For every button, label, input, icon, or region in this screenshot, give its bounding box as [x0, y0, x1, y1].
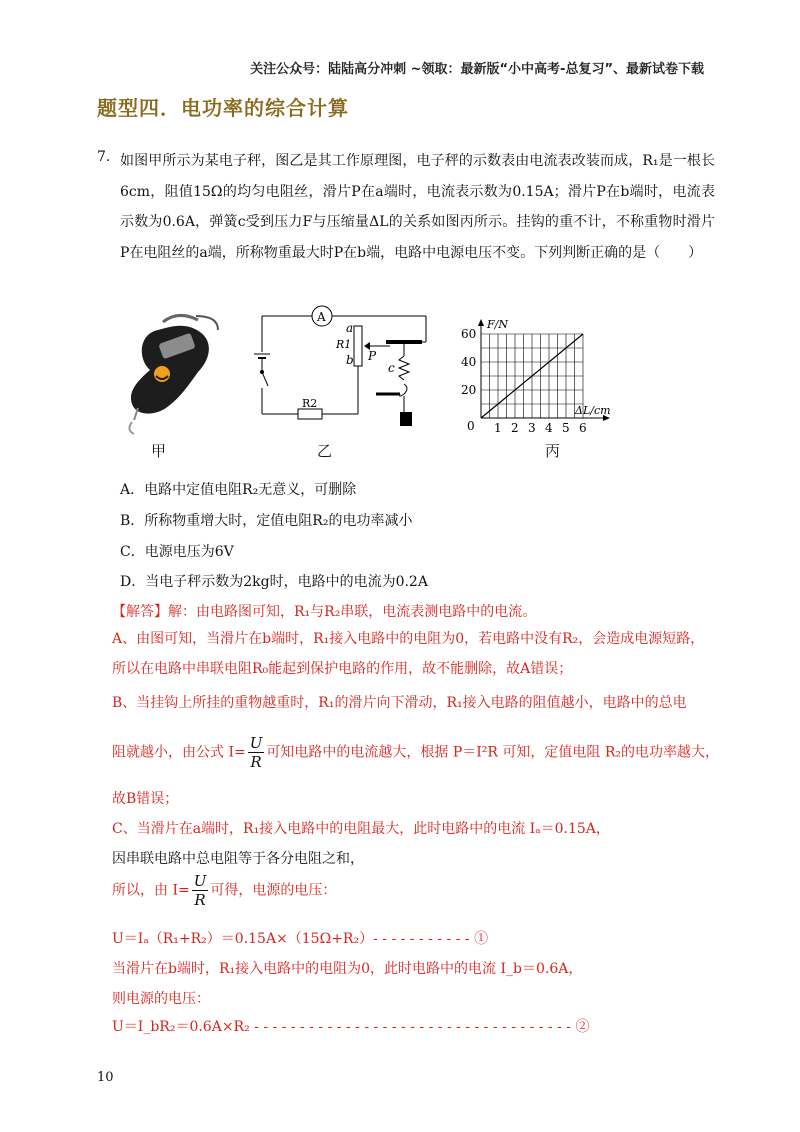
x-tick-label: 4	[545, 421, 553, 435]
answer-line-11: 则电源的电压：	[112, 991, 210, 1007]
answer-tag: 【解答】	[112, 604, 168, 620]
x-tick-label: 3	[528, 421, 536, 435]
answer-line-5: 故B错误；	[112, 791, 179, 807]
p-label: P	[368, 349, 377, 363]
answer-line-4	[112, 734, 719, 771]
scale-figure	[118, 312, 238, 442]
y-axis-label: F/N	[487, 318, 508, 331]
option-b: B．所称物重增大时，定值电阻R₂的电功率减小	[120, 513, 413, 529]
y-tick-label: 20	[461, 383, 477, 397]
header-note: 关注公众号：陆陆高分冲刺 ~领取：最新版“小中高考-总复习”、最新试卷下载	[250, 62, 704, 77]
force-graph-svg	[455, 310, 645, 440]
frac-denominator: R	[250, 753, 262, 771]
section-title: 题型四．电功率的综合计算	[97, 96, 349, 120]
question-stem: 如图甲所示为某电子秤，图乙是其工作原理图，电子秤的示数表由电流表改装而成，R₁是一根长6cm，阻值15Ω的均匀电阻丝，滑片P在a端时，电流表示数为0.15A；滑片P在b端时，电流表示数为0.6A，弹簧c受到压力F与压缩量ΔL的关系如图丙所示。挂钩的重不计，不称重物时滑片P在电阻丝的a端，所称物重最大时P在b端，电路中电源电压不变。下列判断正确的是（ ）	[120, 153, 715, 261]
answer-line-8	[112, 872, 336, 909]
fraction-u-r	[248, 734, 265, 771]
label-jia: 甲	[151, 442, 167, 460]
y-tick-label: 60	[461, 327, 477, 341]
answer-line-1	[112, 601, 536, 621]
x-tick-label: 6	[579, 421, 587, 435]
answer-l8a: 所以，由 I=	[112, 882, 190, 899]
b-label: b	[346, 353, 354, 367]
answer-line-12: U＝I_bR₂＝0.6A×R₂ - - - - - - - - - - - - - - - - - - - - - - - - - - - - - - - - - - - ②	[112, 1019, 590, 1035]
option-d: D．当电子秤示数为2kg时，电路中的电流为0.2A	[120, 574, 428, 590]
frac-numerator: U	[249, 734, 263, 752]
label-bing: 丙	[545, 442, 561, 460]
answer-line-7: 因串联电路中总电阻等于各分电阻之和，	[112, 851, 364, 867]
x-tick-label: 1	[494, 421, 502, 435]
a-label: a	[346, 321, 354, 335]
page-number: 10	[97, 1070, 114, 1085]
frac-numerator-2: U	[193, 872, 207, 890]
force-graph	[455, 310, 645, 440]
answer-l4b: 可知电路中的电流越大，根据 P＝I²R 可知，定值电阻 R₂的电功率越大，	[266, 744, 719, 761]
x-tick-label: 5	[562, 421, 570, 435]
r2-label: R2	[302, 397, 318, 410]
label-yi: 乙	[317, 442, 333, 460]
scale-image	[118, 312, 238, 442]
x-axis-label: ΔL/cm	[575, 404, 611, 417]
x-tick-label: 2	[511, 421, 519, 435]
c-label: c	[388, 361, 395, 375]
circuit-diagram	[240, 300, 440, 435]
answer-line-3: B、当挂钩上所挂的重物越重时，R₁的滑片向下滑动，R₁接入电路的阻值越小，电路中的总电	[112, 695, 687, 711]
answer-line-6: C、当滑片在a端时，R₁接入电路中的电阻最大，此时电路中的电流 Iₐ＝0.15A，	[112, 821, 610, 837]
option-a: A．电路中定值电阻R₂无意义，可删除	[120, 482, 357, 498]
answer-intro: 解：由电路图可知，R₁与R₂串联，电流表测电路中的电流。	[168, 604, 537, 620]
answer-line-9: U＝Iₐ（R₁+R₂）＝0.15A×（15Ω+R₂）- - - - - - - - - - - ①	[112, 931, 489, 947]
ammeter-label: A	[317, 310, 326, 324]
answer-l8b: 可得，电源的电压：	[210, 882, 337, 899]
answer-line-10: 当滑片在b端时，R₁接入电路中的电阻为0，此时电路中的电流 I_b＝0.6A，	[112, 961, 583, 977]
fraction-u-r-2	[192, 872, 209, 909]
question-number: 7.	[97, 149, 111, 165]
frac-denominator-2: R	[194, 891, 206, 909]
circuit-svg	[240, 300, 440, 435]
y-axis-arrow	[478, 319, 484, 326]
origin-label: 0	[467, 419, 475, 433]
y-tick-label: 40	[461, 355, 477, 369]
option-c: C．电源电压为6V	[120, 544, 234, 560]
answer-line-2: A、由图可知，当滑片在b端时，R₁接入电路中的电阻为0，若电路中没有R₂，会造成电源短路，所以在电路中串联电阻R₀能起到保护电路的作用，故不能删除，故A错误；	[112, 631, 705, 677]
r1-label: R1	[336, 338, 352, 351]
answer-l4a: 阻就越小，由公式 I=	[112, 744, 246, 761]
